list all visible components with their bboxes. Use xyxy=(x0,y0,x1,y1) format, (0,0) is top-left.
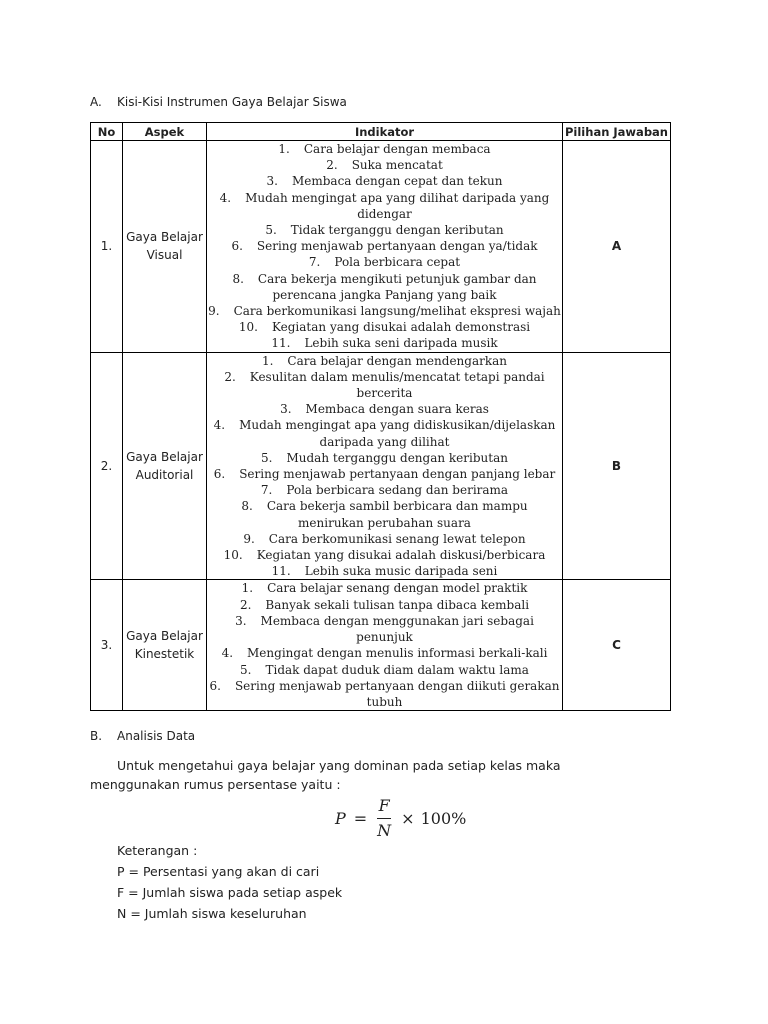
indikator-number: 4. xyxy=(221,646,234,661)
indikator-number: 4. xyxy=(219,190,232,205)
indikator-item xyxy=(207,222,562,238)
indikator-text: Mudah terganggu dengan keributan xyxy=(286,450,508,465)
indikator-text: Cara berkomunikasi senang lewat telepon xyxy=(268,531,526,546)
header-aspek: Aspek xyxy=(123,123,207,141)
indikator-number: 11. xyxy=(271,564,291,579)
indikator-item xyxy=(207,662,562,678)
indikator-text: Membaca dengan menggunakan jari sebagai penunjuk xyxy=(260,613,534,645)
indikator-text: Cara berkomunikasi langsung/melihat ekspresi wajah xyxy=(233,304,561,319)
row-aspek: Gaya Belajar Auditorial xyxy=(123,352,207,580)
table-header-row xyxy=(91,123,671,141)
indikator-text: Tidak terganggu dengan keributan xyxy=(290,223,504,238)
indikator-item xyxy=(207,580,562,596)
instrument-table xyxy=(90,122,671,711)
indikator-number: 7. xyxy=(260,483,273,498)
row-indikator-list xyxy=(207,580,563,711)
row-indikator-list xyxy=(207,352,563,580)
indikator-item xyxy=(207,141,562,157)
indikator-text: Pola berbicara sedang dan berirama xyxy=(286,483,509,498)
formula-fraction xyxy=(377,796,391,841)
row-aspek: Gaya Belajar Kinestetik xyxy=(123,580,207,711)
indikator-number: 3. xyxy=(280,402,292,417)
section-a-heading xyxy=(90,95,347,109)
indikator-number: 6. xyxy=(213,467,226,482)
table-row xyxy=(91,141,671,353)
row-indikator-list xyxy=(207,141,563,353)
indikator-item xyxy=(207,563,562,579)
keterangan-line-n: N = Jumlah siswa keseluruhan xyxy=(117,906,307,921)
formula-percent: 100% xyxy=(420,809,467,828)
indikator-item xyxy=(207,450,562,466)
indikator-number: 2. xyxy=(239,597,252,612)
indikator-text: Membaca dengan cepat dan tekun xyxy=(291,174,503,189)
indikator-item xyxy=(207,613,562,645)
indikator-text: Kegiatan yang disukai adalah diskusi/berbicara xyxy=(256,548,546,563)
indikator-number: 1. xyxy=(278,142,290,156)
table-row xyxy=(91,580,671,711)
indikator-item xyxy=(207,401,562,417)
section-a-marker: A. xyxy=(90,95,102,109)
indikator-item xyxy=(207,157,562,173)
indikator-text: Cara belajar senang dengan model praktik xyxy=(267,581,528,596)
indikator-text: Tidak dapat duduk diam dalam waktu lama xyxy=(265,662,529,677)
indikator-item xyxy=(207,173,562,189)
section-b-marker: B. xyxy=(90,729,103,743)
indikator-text: Pola berbicara cepat xyxy=(334,255,461,270)
indikator-item xyxy=(207,271,562,303)
indikator-number: 10. xyxy=(223,548,243,563)
indikator-text: Banyak sekali tulisan tanpa dibaca kembali xyxy=(265,597,530,612)
indikator-text: Cara belajar dengan membaca xyxy=(303,142,491,156)
indikator-number: 3. xyxy=(266,174,278,189)
indikator-item xyxy=(207,645,562,661)
row-pilihan-jawaban: C xyxy=(563,580,671,711)
indikator-text: Mengingat dengan menulis informasi berkali-kali xyxy=(247,646,548,661)
fraction-bar xyxy=(377,818,391,819)
section-b-title: Analisis Data xyxy=(117,729,196,743)
header-no: No xyxy=(91,123,123,141)
keterangan-block xyxy=(117,840,342,924)
indikator-number: 5. xyxy=(261,450,273,465)
indikator-item xyxy=(207,547,562,563)
indikator-number: 2. xyxy=(326,158,338,173)
indikator-number: 1. xyxy=(261,353,274,368)
indikator-item xyxy=(207,353,562,369)
indikator-number: 8. xyxy=(232,271,244,286)
indikator-item xyxy=(207,417,562,449)
table-row xyxy=(91,352,671,580)
row-aspek: Gaya Belajar Visual xyxy=(123,141,207,353)
indikator-text: Sering menjawab pertanyaan dengan panjang lebar xyxy=(239,467,556,482)
row-number: 1. xyxy=(91,141,123,353)
indikator-number: 4. xyxy=(213,418,226,433)
indikator-text: Mudah mengingat apa yang dilihat daripada yang didengar xyxy=(245,190,550,221)
keterangan-title: Keterangan : xyxy=(117,843,198,858)
formula-denominator: N xyxy=(377,821,392,840)
indikator-number: 7. xyxy=(308,255,321,270)
indikator-item xyxy=(207,466,562,482)
indikator-item xyxy=(207,531,562,547)
formula-numerator: F xyxy=(378,796,390,815)
indikator-item xyxy=(207,190,562,222)
indikator-text: Cara bekerja sambil berbicara dan mampu menirukan perubahan suara xyxy=(266,499,528,530)
row-number: 3. xyxy=(91,580,123,711)
formula-lhs: P xyxy=(335,809,346,828)
indikator-number: 6. xyxy=(209,678,221,693)
indikator-text: Kesulitan dalam menulis/mencatat tetapi pandai bercerita xyxy=(249,369,545,401)
indikator-text: Cara bekerja mengikuti petunjuk gambar dan perencana jangka Panjang yang baik xyxy=(257,271,537,302)
indikator-number: 2. xyxy=(224,369,236,384)
indikator-text: Suka mencatat xyxy=(351,158,443,173)
row-number: 2. xyxy=(91,352,123,580)
indikator-number: 3. xyxy=(235,613,247,628)
keterangan-line-p: P = Persentasi yang akan di cari xyxy=(117,864,320,879)
header-indikator: Indikator xyxy=(207,123,563,141)
indikator-item xyxy=(207,319,562,335)
indikator-text: Sering menjawab pertanyaan dengan ya/tidak xyxy=(256,239,538,254)
indikator-number: 11. xyxy=(271,336,291,351)
indikator-item xyxy=(207,238,562,254)
indikator-text: Kegiatan yang disukai adalah demonstrasi xyxy=(272,320,531,335)
indikator-number: 5. xyxy=(265,223,277,238)
indikator-number: 8. xyxy=(241,499,253,514)
formula-equals: = xyxy=(353,809,368,828)
section-a-title: Kisi-Kisi Instrumen Gaya Belajar Siswa xyxy=(117,95,347,109)
analysis-paragraph: Untuk mengetahui gaya belajar yang dominan pada setiap kelas maka menggunakan rumus persentase yaitu : xyxy=(90,758,561,792)
indikator-number: 6. xyxy=(231,239,243,254)
table-body xyxy=(91,141,671,711)
indikator-item xyxy=(207,498,562,530)
indikator-number: 9. xyxy=(243,531,255,546)
row-pilihan-jawaban: B xyxy=(563,352,671,580)
indikator-item xyxy=(207,597,562,613)
section-b-heading xyxy=(90,729,195,743)
indikator-text: Lebih suka seni daripada musik xyxy=(304,336,498,351)
row-pilihan-jawaban: A xyxy=(563,141,671,353)
indikator-item xyxy=(207,482,562,498)
indikator-text: Sering menjawab pertanyaan dengan diikuti gerakan tubuh xyxy=(234,678,560,709)
indikator-text: Mudah mengingat apa yang didiskusikan/dijelaskan daripada yang dilihat xyxy=(239,418,556,449)
indikator-number: 1. xyxy=(241,581,254,596)
percentage-formula xyxy=(335,796,466,841)
indikator-item xyxy=(207,254,562,270)
indikator-item xyxy=(207,678,562,710)
indikator-item xyxy=(207,303,562,319)
indikator-number: 5. xyxy=(240,662,252,677)
indikator-number: 10. xyxy=(238,320,258,335)
indikator-item xyxy=(207,369,562,401)
keterangan-line-f: F = Jumlah siswa pada setiap aspek xyxy=(117,885,343,900)
indikator-number: 9. xyxy=(208,304,220,319)
indikator-item xyxy=(207,335,562,351)
header-pilihan-jawaban: Pilihan Jawaban xyxy=(563,123,671,141)
formula-times: × xyxy=(401,809,415,828)
indikator-text: Lebih suka music daripada seni xyxy=(304,564,498,579)
indikator-text: Membaca dengan suara keras xyxy=(305,402,489,417)
indikator-text: Cara belajar dengan mendengarkan xyxy=(287,353,508,368)
